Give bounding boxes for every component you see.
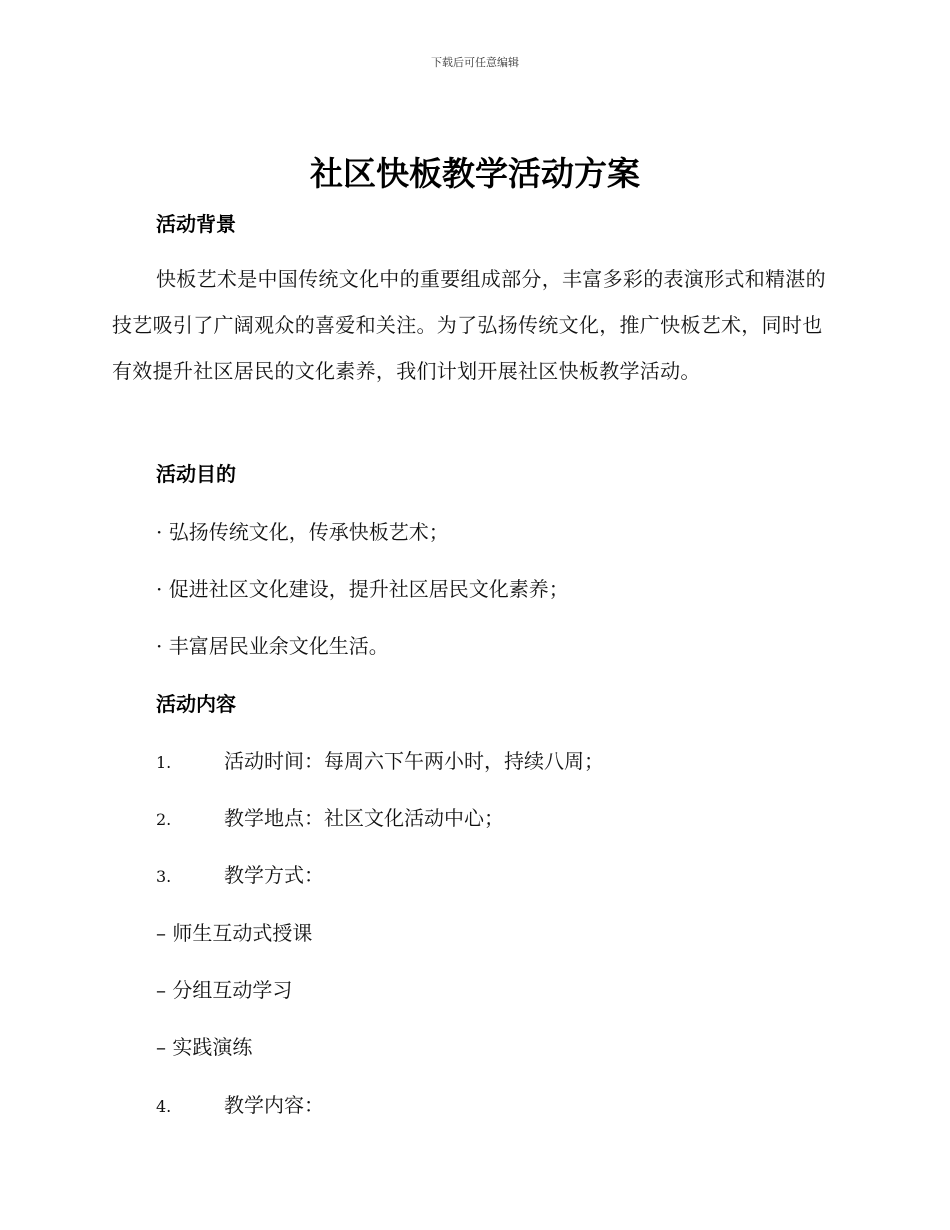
heading-content: 活动内容 bbox=[156, 692, 236, 716]
content-item bbox=[156, 802, 504, 831]
item-number: 2. bbox=[156, 810, 172, 829]
item-text: 教学地点：社区文化活动中心； bbox=[224, 806, 504, 830]
teaching-method-item: – 师生互动式授课 bbox=[156, 921, 313, 945]
item-number: 1. bbox=[156, 753, 172, 772]
teaching-method-item: – 分组互动学习 bbox=[156, 978, 293, 1002]
heading-purpose: 活动目的 bbox=[156, 462, 236, 486]
header-note: 下载后可任意编辑 bbox=[431, 56, 519, 69]
content-item bbox=[156, 745, 604, 774]
purpose-item: · 弘扬传统文化，传承快板艺术； bbox=[156, 520, 449, 544]
background-paragraph: 快板艺术是中国传统文化中的重要组成部分，丰富多彩的表演形式和精湛的技艺吸引了广阔观众的喜爱和关注。为了弘扬传统文化，推广快板艺术，同时也有效提升社区居民的文化素养，我们计划开展社区快板教学活动。 bbox=[112, 267, 826, 383]
item-number: 4. bbox=[156, 1097, 172, 1116]
document-title: 社区快板教学活动方案 bbox=[310, 154, 640, 193]
heading-background: 活动背景 bbox=[156, 212, 236, 236]
purpose-item: · 促进社区文化建设，提升社区居民文化素养； bbox=[156, 577, 569, 601]
item-text: 教学内容： bbox=[224, 1093, 324, 1117]
teaching-method-item: – 实践演练 bbox=[156, 1035, 253, 1059]
content-item bbox=[156, 1089, 324, 1118]
item-number: 3. bbox=[156, 867, 172, 886]
purpose-item: · 丰富居民业余文化生活。 bbox=[156, 634, 389, 658]
content-item bbox=[156, 859, 324, 888]
item-text: 教学方式： bbox=[224, 863, 324, 887]
item-text: 活动时间：每周六下午两小时，持续八周； bbox=[224, 749, 604, 773]
